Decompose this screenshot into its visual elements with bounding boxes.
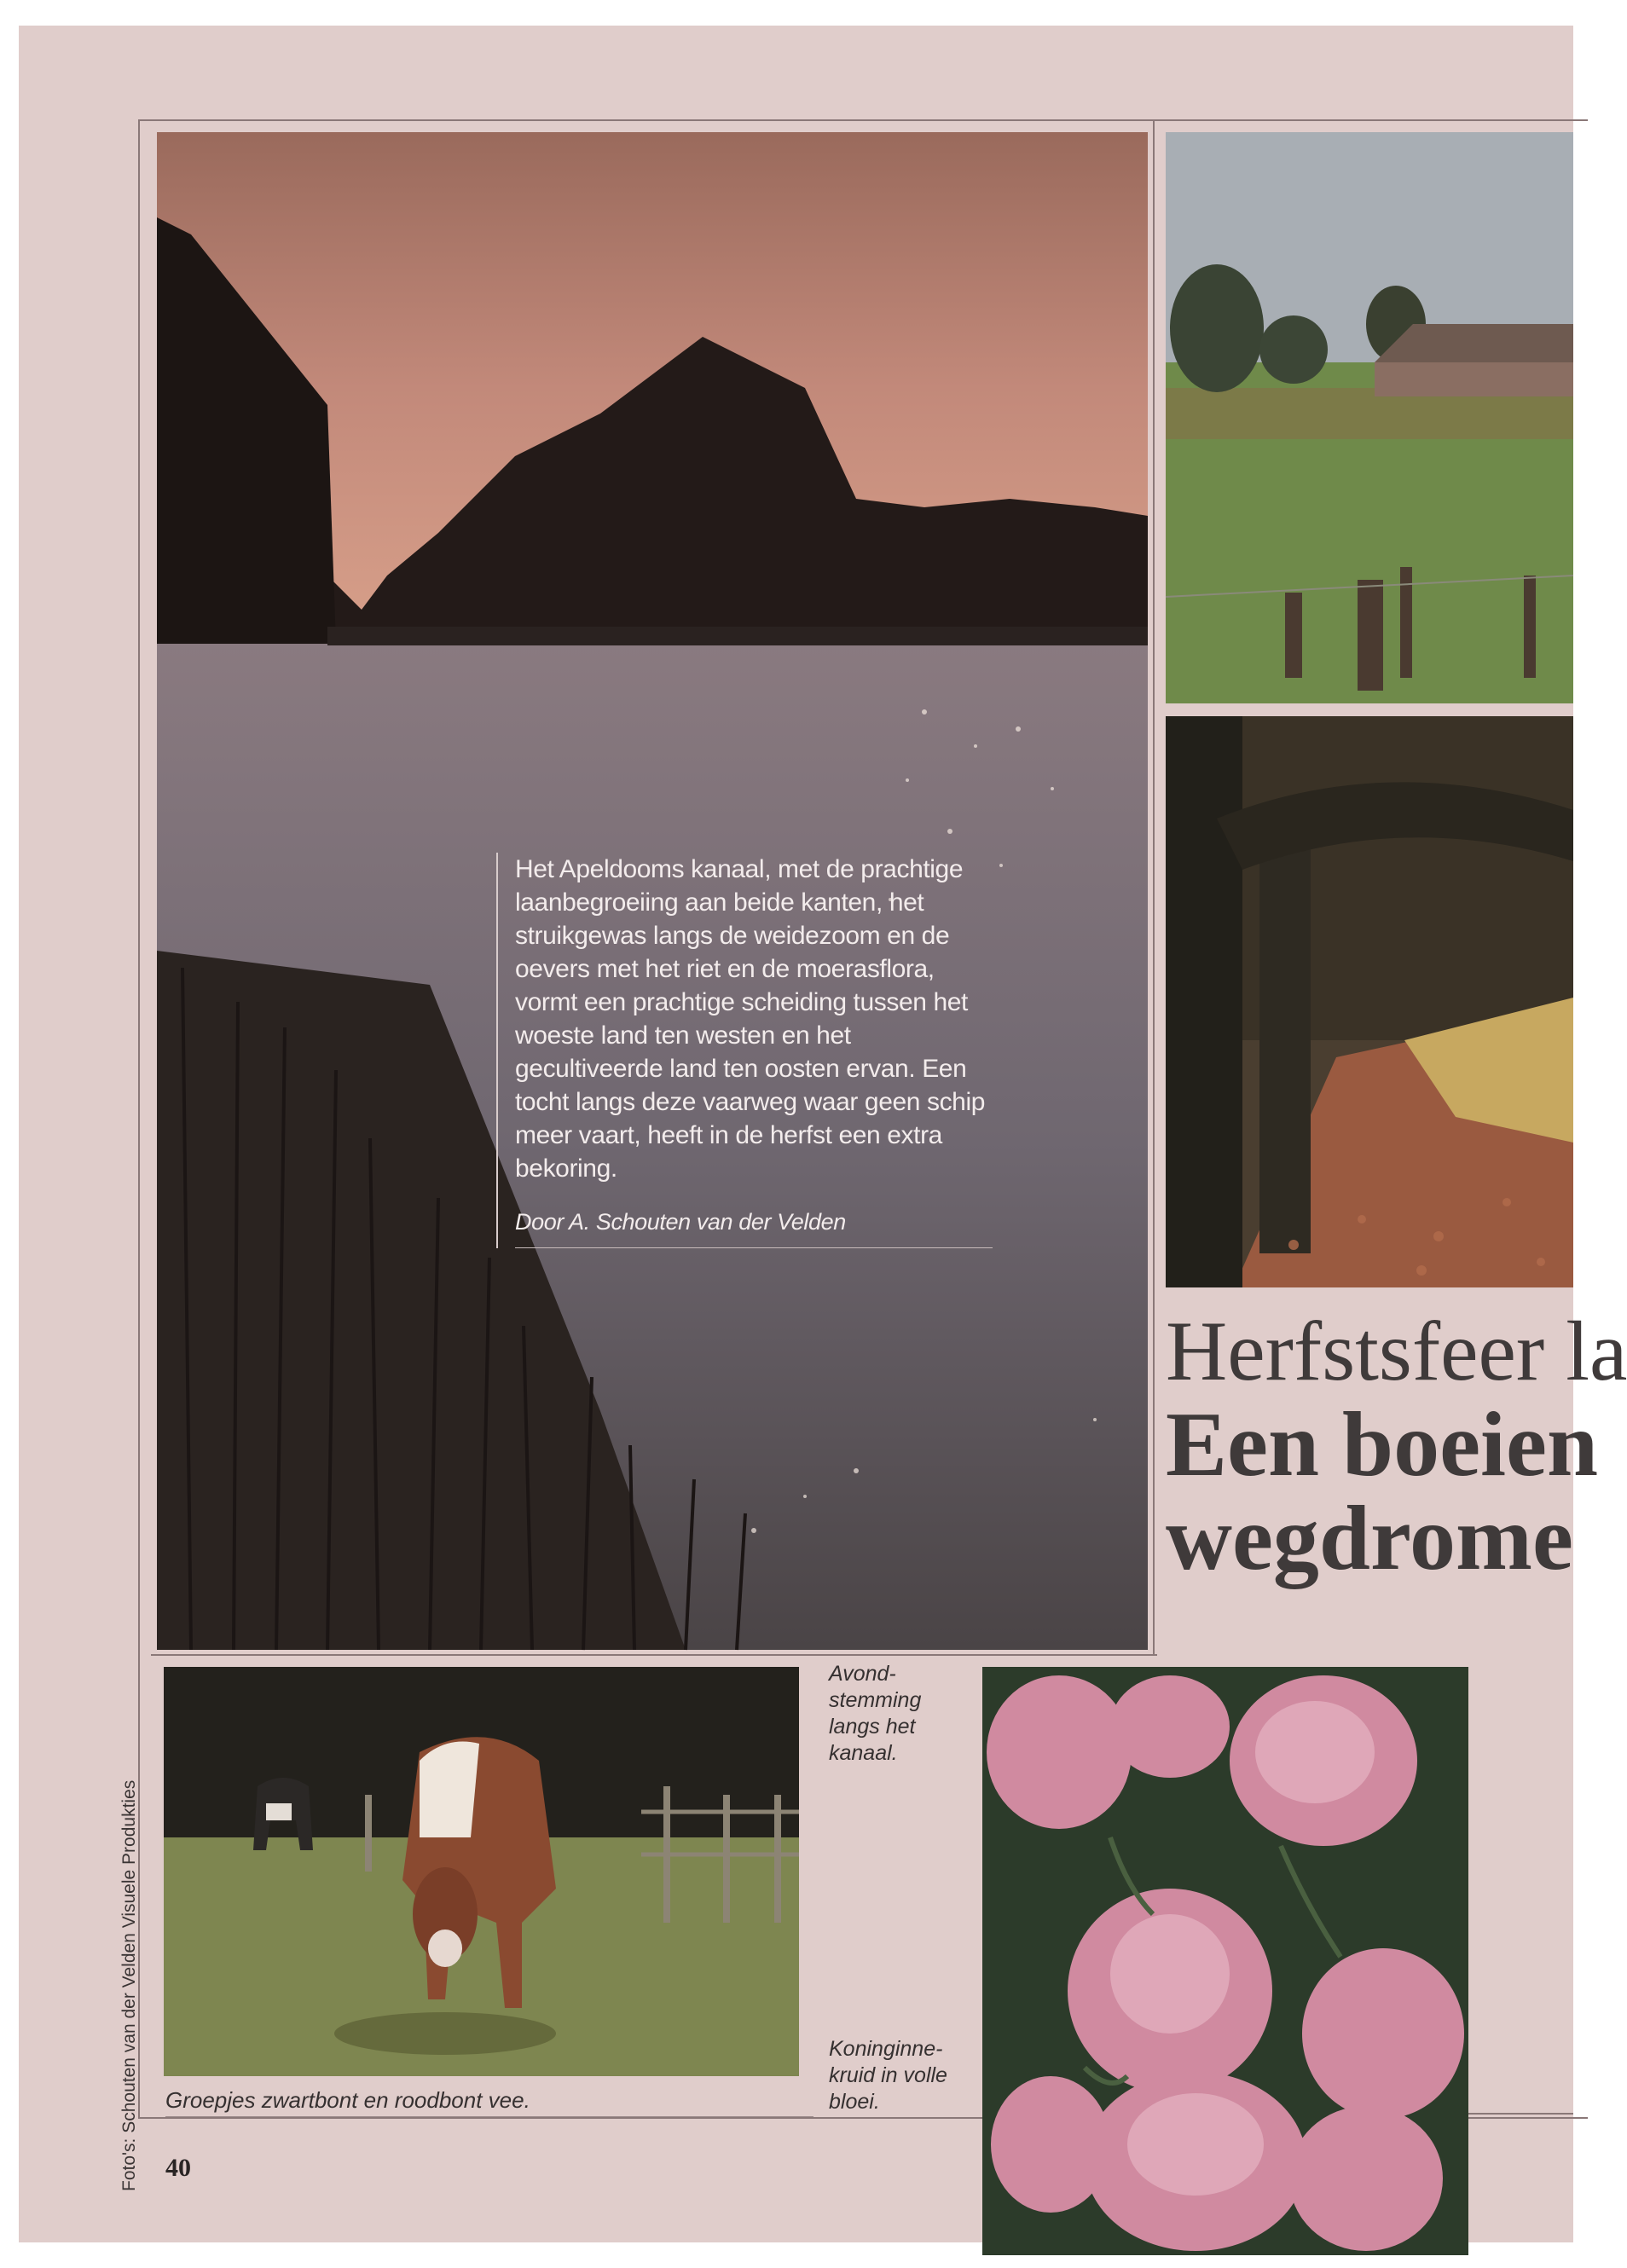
flowers-caption: Koninginne-kruid in volle bloei. <box>829 2037 947 2114</box>
cattle-photo <box>164 1667 799 2076</box>
title-line-1: Herfstsfeer la <box>1166 1304 1627 1398</box>
intro-text-block <box>496 853 993 1248</box>
flowers-photo <box>982 1667 1468 2255</box>
divider-line <box>151 1654 1157 1656</box>
page-number: 40 <box>165 2154 191 2182</box>
evening-caption: Avond-stemming langs het kanaal. <box>829 1662 922 1765</box>
farm-meadow-photo <box>1166 132 1573 703</box>
caption-rule <box>165 2116 814 2117</box>
title-line-3: wegdrome <box>1166 1488 1573 1589</box>
author-byline: Door A. Schouten van der Velden <box>515 1206 993 1248</box>
cattle-caption: Groepjes zwartbont en roodbont vee. <box>165 2087 530 2113</box>
autumn-lane-photo <box>1166 716 1573 1287</box>
photo-credit: Foto's: Schouten van der Velden Visuele Produkties <box>119 1779 139 2191</box>
title-line-2: Een boeien <box>1166 1394 1599 1496</box>
magazine-page <box>19 26 1627 2242</box>
intro-paragraph: Het Apeldooms kanaal, met de prachtige laanbegroeiing aan beide kanten, het struikgewas langs de weidezoom en de oevers met het riet en de moerasflora, vormt een prachtige scheiding tussen het woeste land ten westen en het gecultiveerde land ten oosten ervan. Een tocht langs deze vaarweg waar geen schip meer vaart, heeft in de herfst een extra bekoring. <box>515 855 986 1183</box>
divider-line <box>1153 119 1155 1654</box>
article-title <box>1166 1304 1627 1589</box>
divider-line <box>1468 2113 1573 2115</box>
